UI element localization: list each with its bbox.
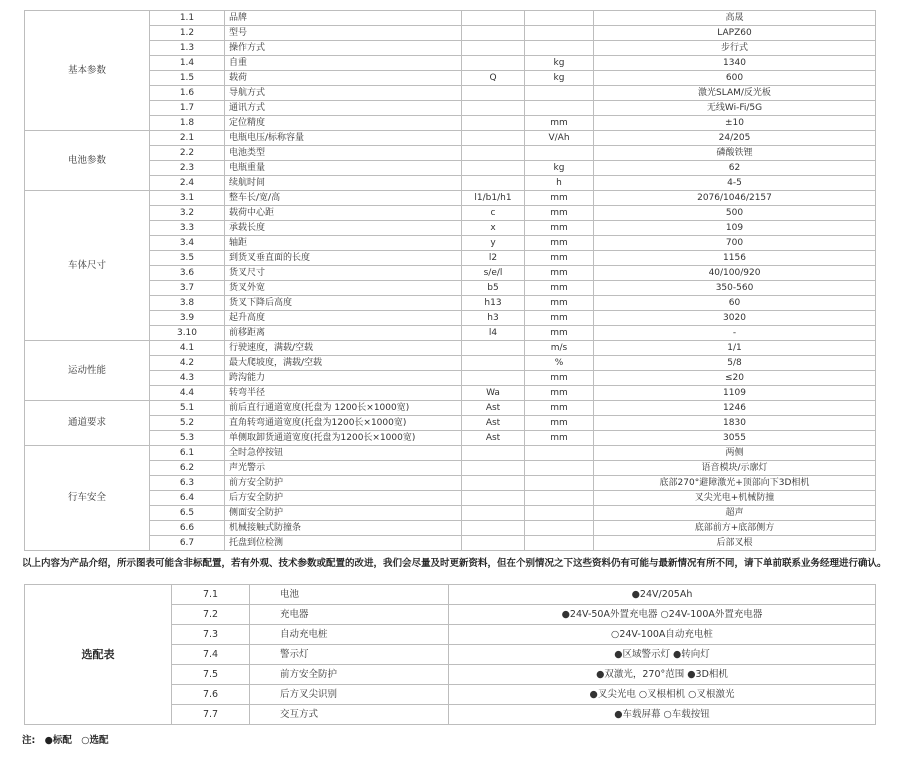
spec-item: 导航方式 [225,86,462,101]
spec-item: 前后直行通道宽度(托盘为 1200长×1000宽) [225,401,462,416]
spec-unit: mm [525,236,594,251]
spec-row [25,446,876,461]
spec-group-label: 运动性能 [25,341,150,401]
spec-index: 4.2 [150,356,225,371]
spec-value: 底部前方+底部侧方 [594,521,876,536]
spec-unit [525,41,594,56]
spec-value: 5/8 [594,356,876,371]
spec-row [25,476,876,491]
legend [22,732,115,746]
spec-index: 3.9 [150,311,225,326]
spec-row [25,221,876,236]
spec-symbol: l4 [462,326,525,341]
spec-symbol [462,476,525,491]
spec-item: 最大爬坡度，满载/空载 [225,356,462,371]
spec-symbol [462,491,525,506]
spec-symbol: Ast [462,431,525,446]
spec-symbol [462,521,525,536]
option-index: 7.3 [172,625,250,645]
spec-table [24,10,876,551]
spec-row [25,491,876,506]
spec-unit: mm [525,251,594,266]
disclaimer-note: 以上内容为产品介绍，所示图表可能含非标配置，若有外观、技术参数或配置的改进，我们会尽量及时更新资料，但在个别情况之下这些资料仍有可能与最新情况有所不同，请下单前联系业务经理进行确认。 [22,558,887,569]
spec-index: 5.3 [150,431,225,446]
spec-item: 到货叉垂直面的长度 [225,251,462,266]
spec-unit [525,461,594,476]
spec-unit: mm [525,296,594,311]
spec-item: 前方安全防护 [225,476,462,491]
spec-row [25,56,876,71]
spec-index: 6.4 [150,491,225,506]
spec-unit [525,506,594,521]
spec-value: 激光SLAM/反光板 [594,86,876,101]
spec-symbol: Ast [462,416,525,431]
spec-item: 自重 [225,56,462,71]
spec-row [25,431,876,446]
spec-table-body [25,11,876,551]
spec-group-label: 电池参数 [25,131,150,191]
spec-symbol [462,116,525,131]
spec-value: 24/205 [594,131,876,146]
spec-unit [525,536,594,551]
spec-symbol [462,11,525,26]
spec-item: 货叉外宽 [225,281,462,296]
spec-unit [525,26,594,41]
option-item: 充电器 [250,605,449,625]
spec-symbol [462,86,525,101]
spec-item: 电瓶重量 [225,161,462,176]
spec-symbol [462,461,525,476]
spec-value: 底部270°避障激光+顶部向下3D相机 [594,476,876,491]
spec-unit: mm [525,206,594,221]
spec-row [25,311,876,326]
spec-item: 单侧取卸货通道宽度(托盘为1200长×1000宽) [225,431,462,446]
spec-index: 1.2 [150,26,225,41]
spec-value: 1340 [594,56,876,71]
spec-unit [525,11,594,26]
spec-item: 跨沟能力 [225,371,462,386]
spec-unit [525,146,594,161]
spec-symbol [462,446,525,461]
spec-item: 直角转弯通道宽度(托盘为1200长×1000宽) [225,416,462,431]
legend-standard: ●标配 [44,735,72,746]
spec-unit: mm [525,371,594,386]
spec-item: 续航时间 [225,176,462,191]
spec-index: 3.8 [150,296,225,311]
spec-item: 轴距 [225,236,462,251]
spec-value: 步行式 [594,41,876,56]
options-table [24,584,876,725]
options-table-body [25,585,876,725]
spec-unit: mm [525,116,594,131]
spec-unit [525,476,594,491]
spec-symbol [462,161,525,176]
spec-row [25,416,876,431]
spec-unit: kg [525,71,594,86]
spec-row [25,266,876,281]
spec-unit [525,86,594,101]
option-value: ○24V-100A自动充电桩 [449,625,876,645]
spec-unit: m/s [525,341,594,356]
spec-item: 品牌 [225,11,462,26]
spec-symbol [462,146,525,161]
spec-row [25,461,876,476]
option-value: ●24V-50A外置充电器 ○24V-100A外置充电器 [449,605,876,625]
spec-item: 定位精度 [225,116,462,131]
spec-row [25,86,876,101]
spec-item: 转弯半径 [225,386,462,401]
spec-symbol [462,26,525,41]
spec-row [25,341,876,356]
spec-value: 109 [594,221,876,236]
spec-value: 高晟 [594,11,876,26]
spec-unit: kg [525,56,594,71]
spec-value: 500 [594,206,876,221]
spec-value: 磷酸铁锂 [594,146,876,161]
spec-index: 6.7 [150,536,225,551]
spec-unit: mm [525,266,594,281]
spec-symbol: s/e/l [462,266,525,281]
option-index: 7.7 [172,705,250,725]
option-index: 7.2 [172,605,250,625]
spec-value: 1/1 [594,341,876,356]
spec-unit [525,491,594,506]
option-item: 警示灯 [250,645,449,665]
spec-index: 6.3 [150,476,225,491]
spec-item: 载荷中心距 [225,206,462,221]
spec-unit: mm [525,416,594,431]
spec-unit: mm [525,386,594,401]
spec-row [25,236,876,251]
spec-unit: kg [525,161,594,176]
spec-row [25,116,876,131]
spec-value: 40/100/920 [594,266,876,281]
spec-unit: mm [525,431,594,446]
spec-value: 4-5 [594,176,876,191]
spec-item: 声光警示 [225,461,462,476]
spec-row [25,146,876,161]
spec-unit: V/Ah [525,131,594,146]
spec-index: 5.2 [150,416,225,431]
spec-index: 5.1 [150,401,225,416]
spec-value: 超声 [594,506,876,521]
spec-value: 3055 [594,431,876,446]
spec-symbol [462,41,525,56]
spec-index: 1.1 [150,11,225,26]
spec-value: ±10 [594,116,876,131]
spec-unit: mm [525,326,594,341]
legend-prefix: 注: [22,735,36,746]
spec-index: 1.3 [150,41,225,56]
options-group-label: 选配表 [25,585,172,725]
option-value: ●24V/205Ah [449,585,876,605]
spec-value: 无线Wi-Fi/5G [594,101,876,116]
spec-row [25,281,876,296]
spec-index: 2.3 [150,161,225,176]
option-value: ●区域警示灯 ●转向灯 [449,645,876,665]
spec-index: 2.4 [150,176,225,191]
spec-value: 700 [594,236,876,251]
spec-index: 6.6 [150,521,225,536]
spec-row [25,401,876,416]
spec-symbol [462,101,525,116]
spec-index: 2.2 [150,146,225,161]
spec-row [25,521,876,536]
spec-symbol [462,356,525,371]
option-index: 7.1 [172,585,250,605]
spec-index: 6.5 [150,506,225,521]
spec-item: 整车长/宽/高 [225,191,462,206]
spec-symbol: y [462,236,525,251]
spec-unit: mm [525,221,594,236]
spec-item: 侧面安全防护 [225,506,462,521]
spec-value: 350-560 [594,281,876,296]
spec-group-label: 基本参数 [25,11,150,131]
spec-symbol: Ast [462,401,525,416]
spec-unit [525,446,594,461]
spec-index: 6.2 [150,461,225,476]
spec-unit [525,101,594,116]
spec-value: 1109 [594,386,876,401]
spec-value: 3020 [594,311,876,326]
spec-item: 起升高度 [225,311,462,326]
option-value: ●叉尖光电 ○叉根相机 ○叉根激光 [449,685,876,705]
spec-value: 60 [594,296,876,311]
spec-item: 前移距离 [225,326,462,341]
spec-index: 3.2 [150,206,225,221]
option-item: 交互方式 [250,705,449,725]
spec-symbol [462,371,525,386]
spec-row [25,11,876,26]
spec-value: 62 [594,161,876,176]
spec-item: 后方安全防护 [225,491,462,506]
spec-symbol: x [462,221,525,236]
spec-row [25,386,876,401]
spec-index: 1.4 [150,56,225,71]
option-item: 后方叉尖识别 [250,685,449,705]
spec-row [25,191,876,206]
spec-value: 1830 [594,416,876,431]
spec-unit: mm [525,191,594,206]
spec-symbol: Wa [462,386,525,401]
spec-value: 600 [594,71,876,86]
spec-row [25,251,876,266]
spec-row [25,326,876,341]
spec-symbol [462,341,525,356]
spec-item: 承载长度 [225,221,462,236]
spec-index: 3.7 [150,281,225,296]
spec-row [25,176,876,191]
spec-index: 1.6 [150,86,225,101]
spec-symbol: Q [462,71,525,86]
option-item: 自动充电桩 [250,625,449,645]
spec-symbol: l2 [462,251,525,266]
spec-row [25,101,876,116]
spec-group-label: 通道要求 [25,401,150,446]
spec-symbol [462,131,525,146]
spec-unit: h [525,176,594,191]
spec-value: 语音模块/示廓灯 [594,461,876,476]
spec-index: 4.3 [150,371,225,386]
spec-index: 3.4 [150,236,225,251]
spec-index: 6.1 [150,446,225,461]
option-index: 7.4 [172,645,250,665]
spec-row [25,131,876,146]
spec-index: 1.5 [150,71,225,86]
spec-value: - [594,326,876,341]
spec-item: 电池类型 [225,146,462,161]
spec-value: 两侧 [594,446,876,461]
spec-unit: mm [525,281,594,296]
spec-row [25,506,876,521]
legend-optional: ○选配 [81,735,109,746]
spec-item: 型号 [225,26,462,41]
spec-row [25,161,876,176]
spec-group-label: 行车安全 [25,446,150,551]
spec-row [25,296,876,311]
option-item: 前方安全防护 [250,665,449,685]
spec-unit: % [525,356,594,371]
spec-row [25,536,876,551]
spec-item: 机械接触式防撞条 [225,521,462,536]
spec-symbol: h13 [462,296,525,311]
spec-symbol [462,56,525,71]
spec-row [25,71,876,86]
spec-value: 1246 [594,401,876,416]
spec-item: 电瓶电压/标称容量 [225,131,462,146]
option-index: 7.5 [172,665,250,685]
spec-symbol: b5 [462,281,525,296]
spec-symbol [462,506,525,521]
spec-index: 1.8 [150,116,225,131]
spec-item: 货叉尺寸 [225,266,462,281]
spec-item: 行驶速度，满载/空载 [225,341,462,356]
spec-value: 1156 [594,251,876,266]
spec-row [25,356,876,371]
spec-value: 叉尖光电+机械防撞 [594,491,876,506]
spec-group-label: 车体尺寸 [25,191,150,341]
spec-symbol: h3 [462,311,525,326]
spec-index: 3.1 [150,191,225,206]
option-index: 7.6 [172,685,250,705]
spec-item: 载荷 [225,71,462,86]
spec-index: 4.4 [150,386,225,401]
spec-index: 2.1 [150,131,225,146]
spec-row [25,41,876,56]
spec-index: 4.1 [150,341,225,356]
spec-index: 3.3 [150,221,225,236]
spec-index: 1.7 [150,101,225,116]
spec-item: 通讯方式 [225,101,462,116]
spec-unit: mm [525,311,594,326]
spec-value: ≤20 [594,371,876,386]
option-value: ●车载屏幕 ○车载按钮 [449,705,876,725]
spec-index: 3.10 [150,326,225,341]
spec-symbol [462,176,525,191]
spec-row [25,26,876,41]
spec-index: 3.5 [150,251,225,266]
spec-symbol: c [462,206,525,221]
spec-item: 托盘到位检测 [225,536,462,551]
spec-symbol: l1/b1/h1 [462,191,525,206]
option-item: 电池 [250,585,449,605]
spec-row [25,206,876,221]
spec-unit: mm [525,401,594,416]
spec-item: 全时急停按钮 [225,446,462,461]
option-value: ●双激光，270°范围 ●3D相机 [449,665,876,685]
spec-row [25,371,876,386]
spec-item: 货叉下降后高度 [225,296,462,311]
spec-value: LAPZ60 [594,26,876,41]
spec-value: 2076/1046/2157 [594,191,876,206]
spec-item: 操作方式 [225,41,462,56]
option-row [25,585,876,605]
spec-index: 3.6 [150,266,225,281]
spec-symbol [462,536,525,551]
spec-value: 后部叉根 [594,536,876,551]
spec-unit [525,521,594,536]
